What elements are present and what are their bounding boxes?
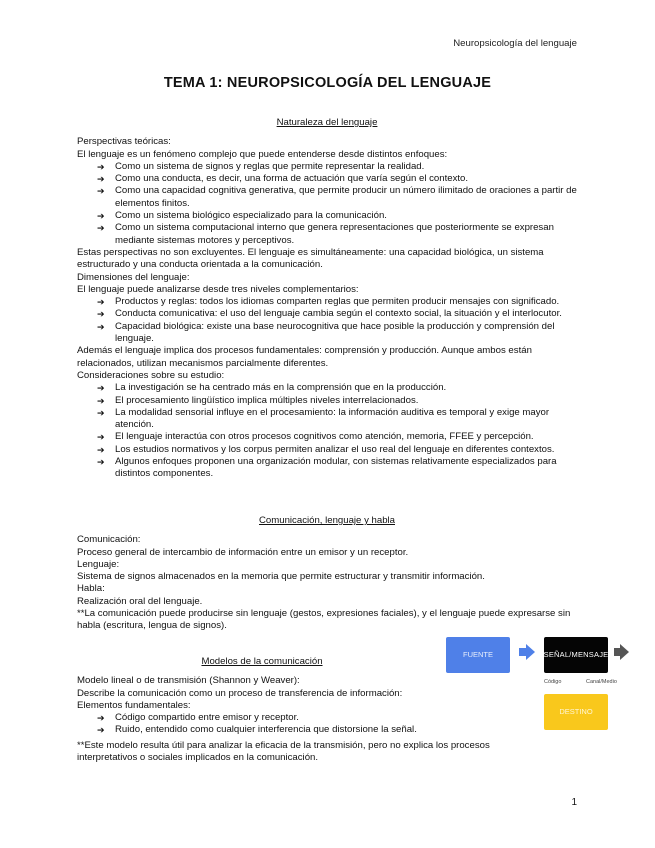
section-heading: Naturaleza del lenguaje	[276, 117, 378, 128]
paragraph: Sistema de signos almacenados en la memoria que permite estructurar y transmitir información.	[77, 571, 485, 583]
paragraph: Habla:	[77, 583, 105, 595]
code-caption: Código	[544, 679, 562, 685]
list-item: ➔ Conducta comunicativa: el uso del lenguaje cambia según el contexto social, la situación y el interlocutor.	[97, 308, 562, 320]
paragraph: Realización oral del lenguaje.	[77, 595, 203, 607]
paragraph: Elementos fundamentales:	[77, 699, 191, 711]
arrow-bullet-icon: ➔	[97, 395, 105, 406]
paragraph: Proceso general de intercambio de información entre un emisor y un receptor.	[77, 546, 409, 558]
arrow-bullet-icon: ➔	[97, 309, 105, 320]
list-item: ➔ Ruido, entendido como cualquier interferencia que distorsione la señal.	[97, 724, 417, 736]
paragraph: El lenguaje puede analizarse desde tres niveles complementarios:	[77, 283, 359, 295]
paragraph: Lenguaje:	[77, 558, 120, 570]
paragraph: Modelo lineal o de transmisión (Shannon y Weaver):	[77, 675, 300, 687]
paragraph: Estas perspectivas no son excluyentes. El lenguaje es simultáneamente: una capacidad biológica, un sistema estructurado y una conducta orientada a la comunicación.	[77, 246, 544, 271]
section-naturaleza	[77, 117, 577, 481]
section-comunicacion	[77, 515, 577, 633]
arrow-bullet-icon: ➔	[97, 383, 105, 394]
paragraph: Describe la comunicación como un proceso de transferencia de información:	[77, 687, 403, 699]
arrow-bullet-icon: ➔	[97, 186, 105, 197]
running-header: Neuropsicología del lenguaje	[453, 38, 577, 49]
page-number: 1	[571, 797, 577, 808]
list-item: ➔ Capacidad biológica: existe una base neurocognitiva que hace posible la producción y comprensión del lenguaje.	[97, 320, 555, 345]
list-item: ➔ La investigación se ha centrado más en la comprensión que en la producción.	[97, 382, 447, 394]
bullet-list	[77, 296, 577, 345]
list-item: ➔ El procesamiento lingüístico implica múltiples niveles interrelacionados.	[97, 394, 419, 406]
arrow-bullet-icon: ➔	[97, 457, 105, 468]
list-item: ➔ Los estudios normativos y los corpus permiten analizar el uso real del lenguaje en diferentes contextos.	[97, 443, 555, 455]
arrow-head-icon	[620, 644, 629, 660]
source-box: FUENTE	[446, 637, 510, 673]
list-item: ➔ Como una conducta, es decir, una forma de actuación que varía según el contexto.	[97, 173, 469, 185]
list-item: ➔ Productos y reglas: todos los idiomas comparten reglas que permiten producir mensajes con significado.	[97, 296, 560, 308]
signal-box: SEÑAL/MENSAJE	[544, 637, 608, 673]
arrow-bullet-icon: ➔	[97, 321, 105, 332]
section-heading: Modelos de la comunicación	[201, 656, 323, 667]
list-item: ➔ Como un sistema de signos y reglas que permite representar la realidad.	[97, 160, 425, 172]
arrow-bullet-icon: ➔	[97, 713, 105, 724]
paragraph: Perspectivas teóricas:	[77, 136, 171, 148]
arrow-bullet-icon: ➔	[97, 407, 105, 418]
list-item: ➔ Algunos enfoques proponen una organización modular, con sistemas relativamente especializados para distintos componentes.	[97, 456, 557, 480]
paragraph: Dimensiones del lenguaje:	[77, 271, 190, 283]
bullet-list	[77, 382, 577, 480]
list-item: ➔ La modalidad sensorial influye en el procesamiento: la información auditiva es temporal y exige mayor atención.	[97, 406, 550, 431]
arrow-bullet-icon: ➔	[97, 725, 105, 736]
arrow-bullet-icon: ➔	[97, 161, 105, 172]
paragraph: Consideraciones sobre su estudio:	[77, 369, 225, 381]
arrow-bullet-icon: ➔	[97, 444, 105, 455]
list-item: ➔ Como un sistema computacional interno que genera representaciones que posteriormente se expresan mediante sistemas motores y perceptivos.	[97, 222, 554, 246]
list-item: ➔ Código compartido entre emisor y receptor.	[97, 712, 299, 724]
arrow-bullet-icon: ➔	[97, 297, 105, 308]
page-title: TEMA 1: NEUROPSICOLOGÍA DEL LENGUAJE	[163, 75, 492, 91]
section-heading: Comunicación, lenguaje y habla	[259, 515, 395, 526]
list-item: ➔ Como un sistema biológico especializado para la comunicación.	[97, 210, 387, 222]
transmission-model-diagram	[446, 634, 636, 744]
note: **La comunicación puede producirse sin lenguaje (gestos, expresiones faciales), y el lenguaje puede expresarse sin habla (escritura, lengua de signos).	[77, 608, 571, 632]
channel-caption: Canal/Medio	[586, 679, 617, 685]
arrow-bullet-icon: ➔	[97, 174, 105, 185]
section-modelos	[77, 656, 437, 737]
list-item: ➔ El lenguaje interactúa con otros procesos cognitivos como atención, memoria, FFEE y percepción.	[97, 431, 534, 443]
destination-box: DESTINO	[544, 694, 608, 730]
bullet-list	[77, 161, 577, 247]
arrow-head-icon	[526, 644, 535, 660]
note: **Este modelo resulta útil para analizar la eficacia de la transmisión, pero no explica los procesos interpretativos o sociales implicados en la comunicación.	[77, 740, 490, 764]
list-item: ➔ Como una capacidad cognitiva generativa, que permite producir un número ilimitado de oraciones a partir de elementos finitos.	[97, 185, 577, 209]
paragraph: Comunicación:	[77, 534, 141, 546]
arrow-bullet-icon: ➔	[97, 211, 105, 222]
arrow-right-icon	[519, 648, 526, 656]
paragraph: Además el lenguaje implica dos procesos fundamentales: comprensión y producción. Aunque ambos están relacionados, utilizan mecanismos parcialmente diferentes.	[77, 345, 532, 369]
bullet-list	[77, 712, 437, 737]
paragraph: El lenguaje es un fenómeno complejo que puede entenderse desde distintos enfoques:	[77, 148, 448, 160]
arrow-bullet-icon: ➔	[97, 432, 105, 443]
arrow-bullet-icon: ➔	[97, 223, 105, 234]
